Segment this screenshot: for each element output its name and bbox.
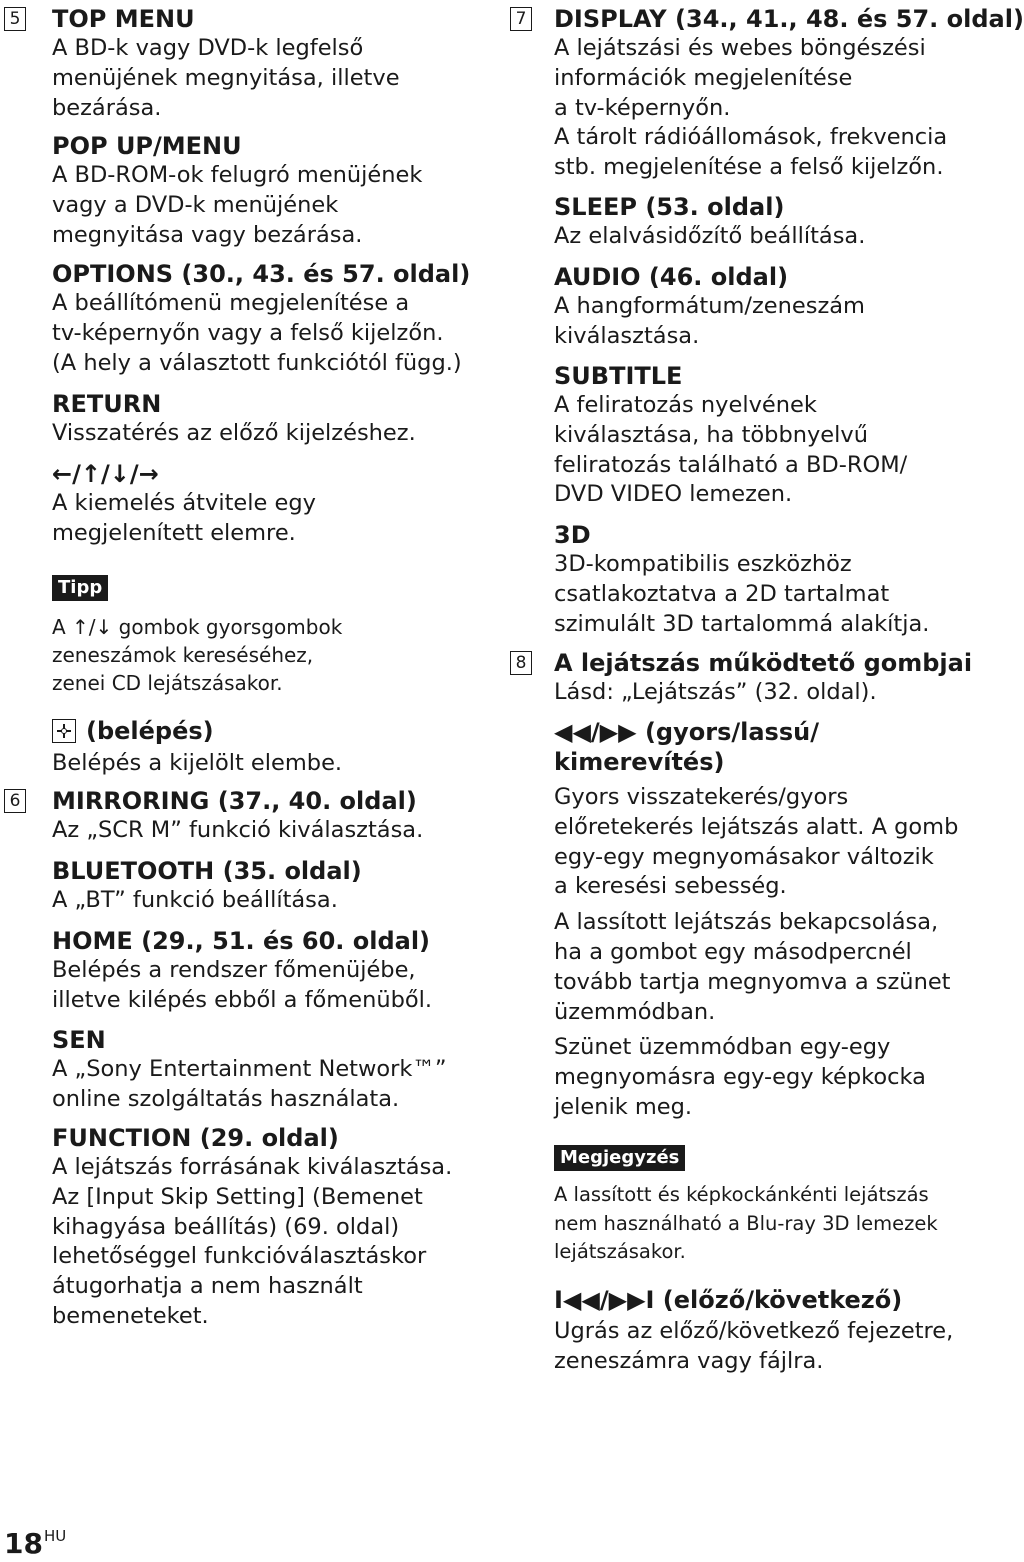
function-title: FUNCTION (29. oldal): [52, 1124, 339, 1152]
note-line-2: nem használható a Blu-ray 3D lemezek: [554, 1211, 938, 1235]
fast-p2-line-1: A lassított lejátszás bekapcsolása,: [554, 909, 939, 936]
tip-line-1: A ↑/↓ gombok gyorsgombok: [52, 615, 343, 639]
top-menu-line-1: A BD-k vagy DVD-k legfelső: [52, 35, 364, 61]
tip-box: [0, 575, 470, 601]
section-number-5: 5: [4, 7, 26, 31]
audio-line-1: A hangformátum/zeneszám: [554, 293, 865, 319]
fast-p3-line-2: megnyomásra egy-egy képkocka: [554, 1064, 926, 1091]
page-lang: HU: [43, 1527, 67, 1545]
subtitle-line-3: feliratozás található a BD-ROM/: [554, 451, 908, 478]
arrows-title: ←/↑/↓/→: [52, 460, 159, 488]
function-line-3: kihagyása beállítás) (69. oldal): [52, 1213, 400, 1240]
fast-p1-line-4: a keresési sebesség.: [554, 873, 787, 900]
tip-text: [0, 613, 470, 697]
audio-title: AUDIO (46. oldal): [554, 263, 789, 291]
home-entry: [0, 926, 470, 1016]
display-line-1: A lejátszási és webes böngészési: [554, 35, 926, 61]
display-line-2: információk megjelenítése: [554, 64, 853, 91]
fast-title-line-2: kimerevítés): [554, 748, 725, 776]
prevnext-entry: [506, 1285, 960, 1377]
fast-p3-line-3: jelenik meg.: [554, 1093, 693, 1120]
mirroring-line-1: Az „SCR M” funkció kiválasztása.: [52, 817, 424, 843]
return-line-1: Visszatérés az előző kijelzéshez.: [52, 420, 416, 446]
fast-p3-line-1: Szünet üzemmódban egy-egy: [554, 1034, 891, 1061]
display-entry: [506, 4, 1024, 183]
fast-p2-line-3: tovább tartja megnyomva a szünet: [554, 968, 951, 995]
top-menu-line-3: bezárása.: [52, 94, 162, 121]
audio-entry: [506, 262, 960, 352]
3d-title: 3D: [554, 521, 591, 549]
fast-p2-line-2: ha a gombot egy másodpercnél: [554, 938, 912, 965]
options-line-2: tv-képernyőn vagy a felső kijelzőn.: [52, 319, 444, 346]
return-title: RETURN: [52, 390, 162, 418]
3d-line-3: szimulált 3D tartalommá alakítja.: [554, 610, 930, 637]
3d-line-1: 3D-kompatibilis eszközhöz: [554, 551, 852, 577]
top-menu-title: TOP MENU: [52, 5, 195, 33]
tip-badge: Tipp: [52, 575, 108, 601]
top-menu-line-2: menüjének megnyitása, illetve: [52, 64, 400, 91]
subtitle-line-4: DVD VIDEO lemezen.: [554, 481, 793, 508]
section-number-8: 8: [510, 651, 532, 675]
tip-line-2: zeneszámok kereséséhez,: [52, 643, 314, 667]
fast-p1-line-2: előretekerés lejátszás alatt. A gomb: [554, 813, 959, 840]
display-title: DISPLAY (34., 41., 48. és 57. oldal): [554, 5, 1024, 33]
subtitle-title: SUBTITLE: [554, 362, 683, 390]
options-line-3: (A hely a választott funkciótól függ.): [52, 349, 462, 376]
subtitle-entry: [506, 361, 960, 510]
display-line-4: A tárolt rádióállomások, frekvencia: [554, 124, 948, 151]
mirroring-entry: [0, 786, 470, 846]
arrows-entry: [0, 459, 470, 549]
page-number-value: 18: [4, 1527, 43, 1560]
fast-p1-line-1: Gyors visszatekerés/gyors: [554, 784, 849, 810]
fast-title-line-1: ◀◀/▶▶ (gyors/lassú/: [554, 718, 819, 746]
arrows-line-1: A kiemelés átvitele egy: [52, 490, 316, 516]
sleep-title: SLEEP (53. oldal): [554, 193, 785, 221]
mirroring-title: MIRRORING (37., 40. oldal): [52, 787, 417, 815]
sen-title: SEN: [52, 1026, 106, 1054]
home-line-2: illetve kilépés ebből a főmenüből.: [52, 986, 433, 1013]
sen-line-2: online szolgáltatás használata.: [52, 1085, 400, 1112]
page-number: [4, 1518, 66, 1562]
sen-line-1: A „Sony Entertainment Network™”: [52, 1056, 447, 1082]
options-line-1: A beállítómenü megjelenítése a: [52, 290, 410, 316]
prevnext-line-2: zeneszámra vagy fájlra.: [554, 1347, 824, 1374]
fast-entry: [506, 717, 960, 1123]
options-entry: [0, 259, 470, 378]
function-line-4: lehetőséggel funkcióválasztáskor: [52, 1243, 427, 1270]
sen-entry: [0, 1025, 470, 1115]
display-line-5: stb. megjelenítése a felső kijelzőn.: [554, 154, 944, 181]
fast-p1-line-3: egy-egy megnyomásakor változik: [554, 843, 934, 870]
prevnext-line-1: Ugrás az előző/következő fejezetre,: [554, 1318, 954, 1344]
enter-line-1: Belépés a kijelölt elembe.: [52, 750, 343, 776]
sleep-entry: [506, 192, 960, 252]
playback-title: A lejátszás működtető gombjai: [554, 649, 973, 677]
audio-line-2: kiválasztása.: [554, 322, 700, 349]
bluetooth-title: BLUETOOTH (35. oldal): [52, 857, 362, 885]
top-menu-entry: [0, 4, 470, 123]
note-box: [506, 1145, 960, 1171]
subtitle-line-2: kiválasztása, ha többnyelvű: [554, 421, 868, 448]
home-title: HOME (29., 51. és 60. oldal): [52, 927, 431, 955]
bluetooth-entry: [0, 856, 470, 916]
function-line-2: Az [Input Skip Setting] (Bemenet: [52, 1183, 423, 1210]
subtitle-line-1: A feliratozás nyelvének: [554, 392, 817, 418]
options-title: OPTIONS (30., 43. és 57. oldal): [52, 260, 471, 288]
sleep-line-1: Az elalvásidőzítő beállítása.: [554, 223, 866, 249]
return-entry: [0, 389, 470, 449]
prevnext-title: I◀◀/▶▶I (előző/következő): [554, 1286, 903, 1314]
3d-line-2: csatlakoztatva a 2D tartalmat: [554, 580, 890, 607]
bluetooth-line-1: A „BT” funkció beállítása.: [52, 887, 338, 913]
note-text: [506, 1181, 960, 1267]
section-number-7: 7: [510, 7, 532, 31]
section-number-6: 6: [4, 789, 26, 813]
function-entry: [0, 1123, 470, 1332]
popup-menu-line-3: megnyitása vagy bezárása.: [52, 221, 363, 248]
enter-title: (belépés): [86, 717, 214, 745]
popup-menu-entry: [0, 131, 470, 250]
note-badge: Megjegyzés: [554, 1145, 685, 1171]
enter-entry: [0, 716, 470, 779]
home-line-1: Belépés a rendszer főmenüjébe,: [52, 957, 416, 983]
tip-line-3: zenei CD lejátszásakor.: [52, 671, 283, 695]
note-line-3: lejátszásakor.: [554, 1240, 686, 1263]
popup-menu-line-1: A BD-ROM-ok felugró menüjének: [52, 162, 423, 188]
note-line-1: A lassított és képkockánkénti lejátszás: [554, 1183, 929, 1206]
popup-menu-title: POP UP/MENU: [52, 132, 242, 160]
playback-entry: [506, 648, 973, 708]
arrows-line-2: megjelenített elemre.: [52, 519, 296, 546]
fast-p2-line-4: üzemmódban.: [554, 998, 716, 1025]
function-line-6: bemeneteket.: [52, 1302, 209, 1329]
playback-line-1: Lásd: „Lejátszás” (32. oldal).: [554, 679, 877, 705]
popup-menu-line-2: vagy a DVD-k menüjének: [52, 191, 339, 218]
function-line-5: átugorhatja a nem használt: [52, 1273, 363, 1300]
enter-icon: [52, 719, 76, 743]
3d-entry: [506, 520, 960, 639]
display-line-3: a tv-képernyőn.: [554, 94, 731, 121]
function-line-1: A lejátszás forrásának kiválasztása.: [52, 1154, 453, 1180]
